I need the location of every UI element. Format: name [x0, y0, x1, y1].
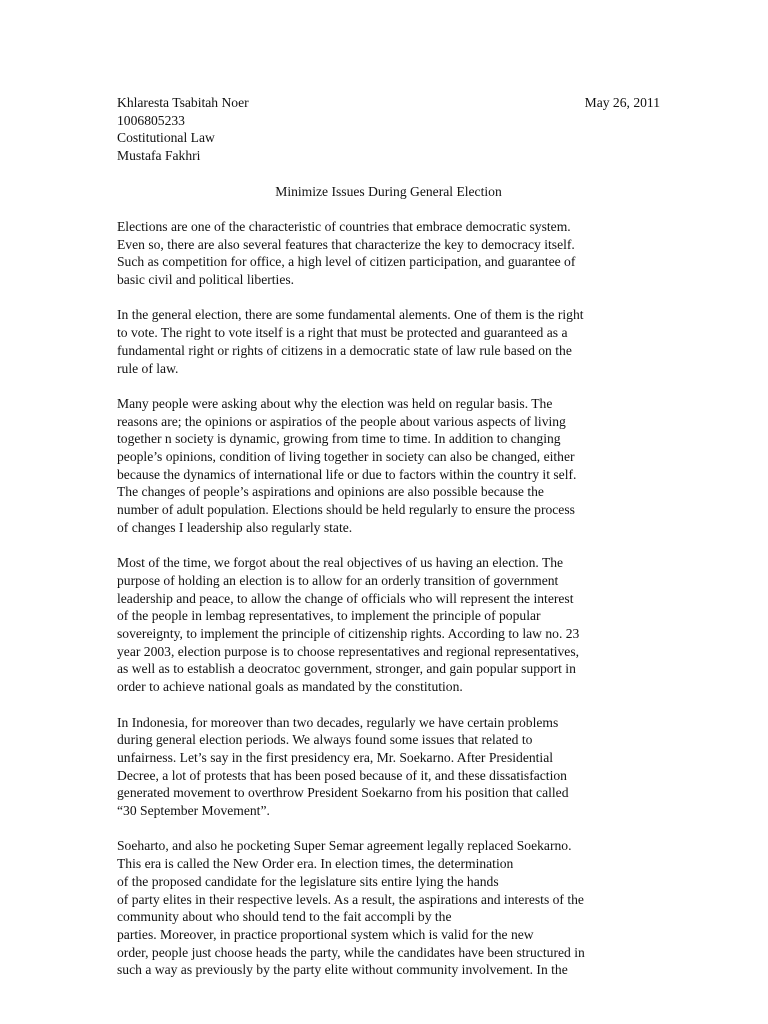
text-line: Decree, a lot of protests that has been posed because of it, and these dissatisfaction [117, 767, 567, 783]
text-line: people’s opinions, condition of living together in society can also be changed, either [117, 449, 575, 464]
text-line: generated movement to overthrow President Soekarno from his position that called [117, 785, 569, 801]
author-name: Khlaresta Tsabitah Noer [117, 95, 249, 110]
paragraph [117, 714, 660, 820]
paragraph [117, 218, 660, 289]
text-line: number of adult population. Elections should be held regularly to ensure the process [117, 502, 575, 518]
text-line: reasons are; the opinions or aspiratios of the people about various aspects of living [117, 413, 566, 429]
text-line: Such as competition for office, a high level of citizen participation, and guarantee of [117, 254, 576, 270]
text-line: order to achieve national goals as mandated by the constitution. [117, 679, 463, 695]
text-line: together n society is dynamic, growing from time to time. In addition to changing [117, 431, 561, 447]
text-line: of changes I leadership also regularly state. [117, 519, 353, 535]
text-line: unfairness. Let’s say in the first presidency era, Mr. Soekarno. After Presidential [117, 749, 554, 765]
paragraph [117, 837, 660, 979]
text-line: “30 September Movement”. [117, 803, 270, 819]
text-line: purpose of holding an election is to allow for an orderly transition of government [117, 572, 559, 588]
text-line: during general election periods. We always found some issues that related to [117, 732, 533, 748]
text-line: leadership and peace, to allow the change of officials who will represent the interest [117, 590, 574, 606]
text-line: rule of law. [117, 360, 179, 376]
lecturer-name: Mustafa Fakhri [117, 148, 201, 164]
text-line: community about who should tend to the fait accompli by the [117, 909, 452, 925]
text-line: to vote. The right to vote itself is a right that must be protected and guaranteed as a [117, 325, 568, 341]
text-line: Soeharto, and also he pocketing Super Semar agreement legally replaced Soekarno. [117, 838, 572, 854]
text-line: In the general election, there are some fundamental alements. One of them is the right [117, 307, 584, 323]
text-line: Elections are one of the characteristic of countries that embrace democratic system. [117, 218, 571, 234]
text-line: Most of the time, we forgot about the real objectives of us having an election. The [117, 555, 564, 571]
paragraph [117, 306, 660, 377]
paragraph [117, 395, 660, 537]
text-line: The changes of people’s aspirations and opinions are also possible because the [117, 484, 544, 500]
text-line: such a way as previously by the party elite without community involvement. In the [117, 962, 568, 978]
text-line: because the dynamics of international life or due to factors within the country it self. [117, 466, 577, 482]
document-title: Minimize Issues During General Election [275, 183, 502, 199]
text-line: fundamental right or rights of citizens in a democratic state of law rule based on the [117, 342, 572, 358]
document-date: May 26, 2011 [584, 95, 660, 110]
header-block [117, 94, 660, 165]
body-text [117, 218, 660, 979]
paragraph [117, 554, 660, 696]
student-id: 1006805233 [117, 112, 185, 128]
text-line: as well as to establish a deocratoc government, stronger, and gain popular support in [117, 661, 576, 677]
text-line: Many people were asking about why the election was held on regular basis. The [117, 395, 553, 411]
text-line: of the people in lembag representatives, to implement the principle of popular [117, 608, 541, 624]
text-line: order, people just choose heads the party, while the candidates have been structured in [117, 944, 585, 960]
text-line: sovereignty, to implement the principle of citizenship rights. According to law no. 23 [117, 626, 580, 642]
text-line: year 2003, election purpose is to choose representatives and regional representatives, [117, 643, 580, 659]
course-name: Costitutional Law [117, 130, 215, 146]
text-line: This era is called the New Order era. In election times, the determination [117, 856, 514, 872]
text-line: In Indonesia, for moreover than two decades, regularly we have certain problems [117, 714, 559, 730]
text-line: Even so, there are also several features that characterize the key to democracy itself. [117, 236, 575, 252]
text-line: parties. Moreover, in practice proportional system which is valid for the new [117, 926, 534, 942]
text-line: of party elites in their respective levels. As a result, the aspirations and interests of the [117, 891, 584, 907]
text-line: of the proposed candidate for the legislature sits entire lying the hands [117, 873, 499, 889]
text-line: basic civil and political liberties. [117, 272, 295, 287]
